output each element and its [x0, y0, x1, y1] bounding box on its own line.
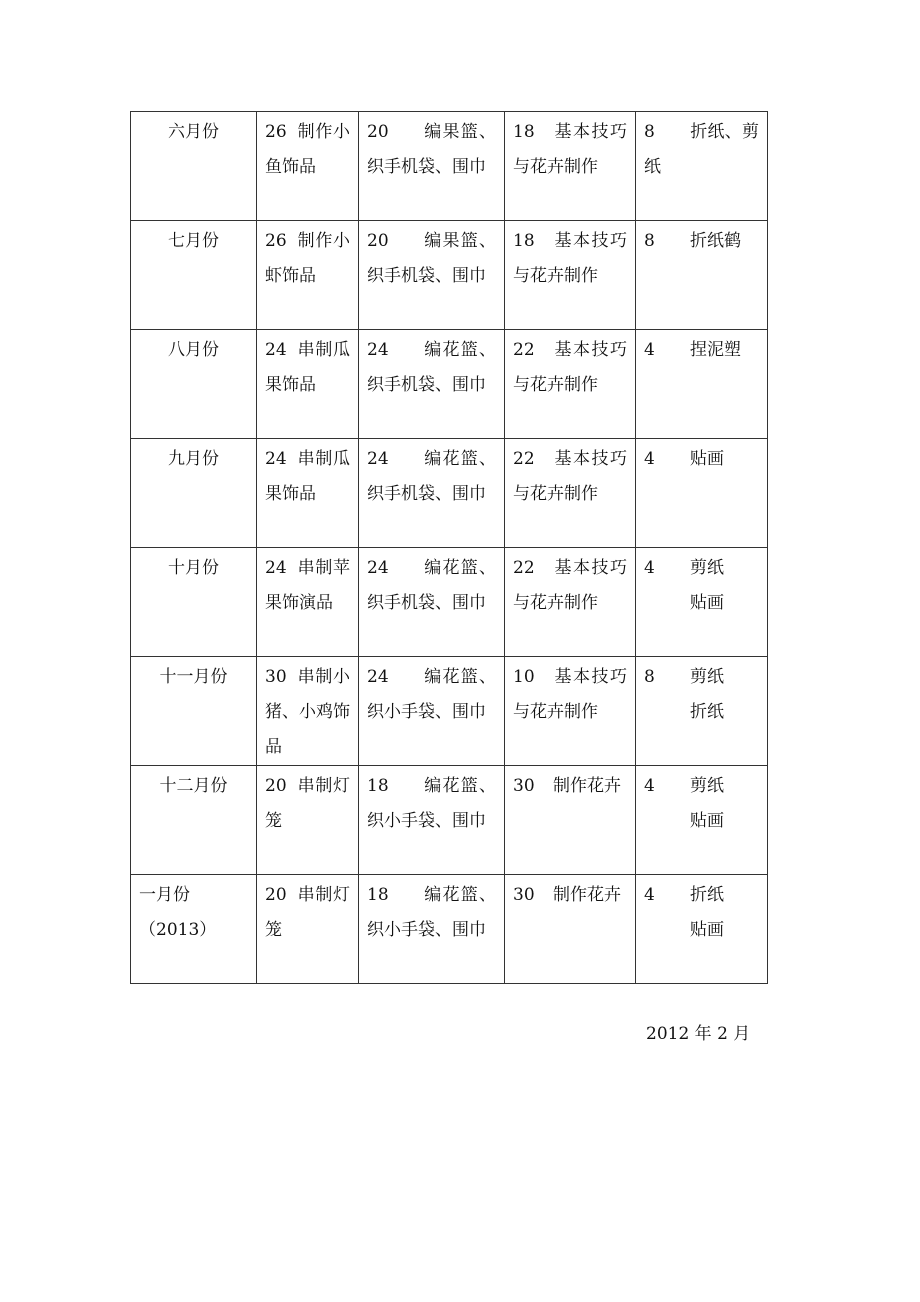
table-row: [131, 548, 768, 657]
session-count: 24: [265, 340, 287, 360]
activity-text: 基本技巧与花卉制作: [513, 449, 627, 504]
session-count: 4: [644, 340, 655, 360]
activity-text: 串制灯笼: [265, 776, 350, 831]
activity-text: 折纸鹤: [690, 231, 741, 251]
month-cell: [131, 548, 257, 657]
activity-text: 编果篮、织手机袋、围巾: [367, 231, 496, 286]
activity-cell-2: [359, 875, 505, 984]
activity-cell-4: [636, 330, 768, 439]
session-count: 10: [513, 667, 535, 687]
activity-content: [505, 875, 635, 913]
table-row: [131, 330, 768, 439]
activity-cell-3: [505, 439, 636, 548]
activity-line: [644, 660, 759, 695]
month-label: 十二月份: [159, 776, 228, 796]
activity-content: [359, 657, 504, 730]
session-count: 30: [513, 885, 535, 905]
session-count: 22: [513, 340, 535, 360]
activity-text-second-line: 贴画: [690, 593, 724, 613]
activity-cell-2: [359, 221, 505, 330]
activity-cell-4: [636, 548, 768, 657]
session-count: 8: [644, 122, 655, 142]
activity-content: [505, 548, 635, 621]
activity-cell-3: [505, 330, 636, 439]
activity-content: [636, 221, 767, 259]
activity-content: [636, 112, 767, 185]
activity-cell-2: [359, 330, 505, 439]
activity-content: [359, 221, 504, 294]
session-count: 4: [644, 885, 655, 905]
activity-cell-1: [257, 657, 359, 766]
session-count: 24: [265, 449, 287, 469]
activity-content: [505, 112, 635, 185]
activity-content: [636, 657, 767, 730]
session-count: 26: [265, 122, 287, 142]
activity-cell-4: [636, 657, 768, 766]
month-label: 七月份: [168, 231, 219, 251]
month-cell: [131, 657, 257, 766]
activity-text: 编花篮、织小手袋、围巾: [367, 885, 496, 940]
session-count: 26: [265, 231, 287, 251]
activity-cell-1: [257, 875, 359, 984]
table-row: [131, 766, 768, 875]
activity-text: 基本技巧与花卉制作: [513, 667, 627, 722]
activity-cell-1: [257, 439, 359, 548]
activity-text: 编花篮、织小手袋、围巾: [367, 776, 496, 831]
session-count: 24: [367, 340, 389, 360]
activity-content: [359, 875, 504, 948]
activity-text: 基本技巧与花卉制作: [513, 231, 627, 286]
activity-text: 串制苹果饰演品: [265, 558, 350, 613]
activity-cell-1: [257, 766, 359, 875]
activity-text: 制作小虾饰品: [265, 231, 350, 286]
session-count: 24: [265, 558, 287, 578]
session-count: 4: [644, 449, 655, 469]
activity-line: [644, 115, 759, 185]
table-row: [131, 875, 768, 984]
activity-text: 编花篮、织手机袋、围巾: [367, 449, 496, 504]
activity-text: 编花篮、织手机袋、围巾: [367, 340, 496, 395]
activity-content: [257, 657, 358, 765]
activity-cell-3: [505, 766, 636, 875]
activity-content: [505, 766, 635, 804]
session-count: 24: [367, 449, 389, 469]
activity-content: [636, 875, 767, 948]
activity-text: 剪纸: [690, 776, 724, 796]
month-label: 十一月份: [159, 667, 228, 687]
activity-content: [257, 221, 358, 294]
activity-content: [505, 221, 635, 294]
activity-line: [644, 224, 759, 259]
session-count: 20: [265, 885, 287, 905]
activity-content: [636, 548, 767, 621]
activity-line: [644, 878, 759, 913]
activity-cell-2: [359, 439, 505, 548]
activity-cell-3: [505, 657, 636, 766]
activity-text: 串制瓜果饰品: [265, 449, 350, 504]
session-count: 18: [367, 885, 389, 905]
table-row: [131, 221, 768, 330]
activity-cell-4: [636, 112, 768, 221]
session-count: 24: [367, 667, 389, 687]
activity-text-second-line: 贴画: [690, 920, 724, 940]
activity-text: 编花篮、织小手袋、围巾: [367, 667, 496, 722]
session-count: 8: [644, 231, 655, 251]
activity-cell-1: [257, 112, 359, 221]
activity-line: [644, 551, 759, 586]
activity-text: 剪纸: [690, 667, 724, 687]
activity-cell-4: [636, 439, 768, 548]
session-count: 4: [644, 558, 655, 578]
activity-content: [636, 439, 767, 477]
activity-text: 基本技巧与花卉制作: [513, 558, 627, 613]
activity-content: [636, 766, 767, 839]
month-label: 六月份: [168, 122, 219, 142]
activity-cell-4: [636, 766, 768, 875]
activity-line: [644, 333, 759, 368]
activity-text: 串制瓜果饰品: [265, 340, 350, 395]
activity-text: 串制小猪、小鸡饰品: [265, 667, 350, 757]
activity-text: 贴画: [690, 449, 724, 469]
activity-text: 剪纸: [690, 558, 724, 578]
activity-content: [505, 657, 635, 730]
activity-content: [257, 439, 358, 512]
activity-cell-4: [636, 221, 768, 330]
activity-text: 串制灯笼: [265, 885, 350, 940]
session-count: 30: [265, 667, 287, 687]
month-cell: [131, 112, 257, 221]
month-label: 九月份: [168, 449, 219, 469]
session-count: 20: [367, 122, 389, 142]
session-count: 22: [513, 449, 535, 469]
month-cell: [131, 766, 257, 875]
activity-content: [505, 439, 635, 512]
activity-line: [644, 442, 759, 477]
activity-cell-1: [257, 330, 359, 439]
session-count: 22: [513, 558, 535, 578]
activity-text: 捏泥塑: [690, 340, 741, 360]
month-cell: [131, 875, 257, 984]
document-date: 2012 年 2 月: [646, 1024, 751, 1044]
activity-cell-2: [359, 112, 505, 221]
activity-text: 制作花卉: [553, 885, 621, 905]
session-count: 20: [265, 776, 287, 796]
activity-content: [359, 766, 504, 839]
activity-content: [257, 766, 358, 839]
month-label: 十月份: [168, 558, 219, 578]
activity-text-second-line: 折纸: [690, 702, 724, 722]
activity-cell-1: [257, 221, 359, 330]
activity-text: 基本技巧与花卉制作: [513, 340, 627, 395]
activity-cell-1: [257, 548, 359, 657]
table-row: [131, 657, 768, 766]
activity-content: [359, 112, 504, 185]
activity-cell-4: [636, 875, 768, 984]
month-cell: [131, 221, 257, 330]
activity-content: [359, 439, 504, 512]
activity-text: 折纸、剪纸: [644, 122, 759, 177]
activity-content: [636, 330, 767, 368]
schedule-table: [130, 111, 768, 984]
activity-content: [257, 112, 358, 185]
activity-text: 制作花卉: [553, 776, 621, 796]
activity-cell-2: [359, 657, 505, 766]
activity-content: [257, 330, 358, 403]
activity-content: [257, 875, 358, 948]
table-row: [131, 439, 768, 548]
activity-content: [359, 548, 504, 621]
activity-content: [257, 548, 358, 621]
table-row: [131, 112, 768, 221]
session-count: 18: [513, 231, 535, 251]
session-count: 18: [513, 122, 535, 142]
session-count: 30: [513, 776, 535, 796]
session-count: 4: [644, 776, 655, 796]
month-label: 八月份: [168, 340, 219, 360]
activity-cell-3: [505, 112, 636, 221]
activity-cell-2: [359, 766, 505, 875]
activity-text: 制作小鱼饰品: [265, 122, 350, 177]
month-cell: [131, 330, 257, 439]
activity-text-second-line: 贴画: [690, 811, 724, 831]
schedule-table-body: [131, 112, 768, 984]
session-count: 20: [367, 231, 389, 251]
activity-cell-2: [359, 548, 505, 657]
activity-text: 基本技巧与花卉制作: [513, 122, 627, 177]
activity-cell-3: [505, 548, 636, 657]
activity-line: [644, 769, 759, 804]
session-count: 24: [367, 558, 389, 578]
session-count: 8: [644, 667, 655, 687]
activity-text: 折纸: [690, 885, 724, 905]
activity-text: 编果篮、织手机袋、围巾: [367, 122, 496, 177]
month-label: 一月份 （2013）: [139, 885, 217, 940]
activity-cell-3: [505, 875, 636, 984]
activity-content: [359, 330, 504, 403]
month-cell: [131, 439, 257, 548]
activity-content: [505, 330, 635, 403]
activity-text: 编花篮、织手机袋、围巾: [367, 558, 496, 613]
activity-cell-3: [505, 221, 636, 330]
session-count: 18: [367, 776, 389, 796]
